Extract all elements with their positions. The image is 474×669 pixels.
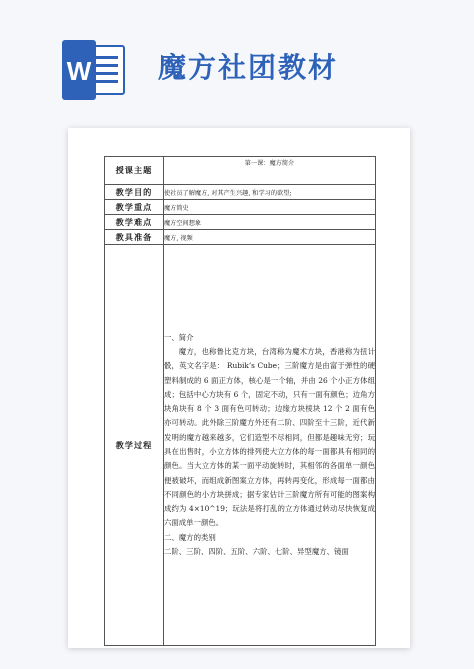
row-label: 教学难点	[105, 215, 164, 230]
table-row-process	[105, 245, 376, 646]
table-row-key-point	[105, 200, 376, 215]
word-icon-letter: W	[66, 56, 92, 86]
row-value: 魔方, 视频	[164, 230, 376, 245]
row-label: 授课主题	[105, 157, 164, 185]
word-document-icon	[62, 40, 126, 100]
row-value: 魔方简史	[164, 200, 376, 215]
row-label: 教具准备	[105, 230, 164, 245]
row-label: 教学重点	[105, 200, 164, 215]
row-value: 第一课：魔方简介	[164, 157, 376, 185]
table-row-difficulty	[105, 215, 376, 230]
process-content	[164, 245, 376, 646]
section-heading-intro: 一、简介	[164, 332, 194, 342]
table-row-purpose	[105, 185, 376, 200]
lesson-plan-table	[104, 156, 376, 646]
row-label: 教学目的	[105, 185, 164, 200]
page-title: 魔方社团教材	[158, 51, 339, 84]
table-row-topic	[105, 157, 376, 185]
table-row-materials	[105, 230, 376, 245]
row-value: 使社员了解魔方, 对其产生兴趣, 和学习的欲望;	[164, 185, 376, 200]
section-heading-types: 二、魔方的类别	[164, 532, 216, 542]
types-list: 二阶、三阶、四阶、五阶、六阶、七阶、异型魔方、镜面	[164, 547, 349, 557]
document-page	[68, 128, 410, 648]
row-value: 魔方空间想象	[164, 215, 376, 230]
header	[0, 0, 474, 120]
intro-paragraph: 魔方，也称鲁比克方块，台湾称为魔术方块，香港称为扭计骰，英文名字是： Rubik’s Cube；三阶魔方是由富于弹性的硬塑料制成的 6 面正方体，核心是一个轴，并由 26 个小正方体组成；包括中心方块有 6 个，固定不动，只有一面有颜色；边角方块角块有 8 个 3 面有色可转动；边缘方块棱块 12 个 2 面有色亦可转动。此外除三阶魔方外还有二阶、四阶至十三阶，近代新发明的魔方越来越多，它们造型不尽相同，但都是趣味无穷；玩具在出售时，小立方体的排列使大立方体的每一面都具有相同的颜色。当大立方体的某一面平动旋转时，其相邻的各面单一颜色便被破坏，而组成新图案立方体，再转再变化，形成每一面都由不同颜色的小方块拼成；据专家估计三阶魔方所有可能的图案构成约为 4×10^19；玩法是将打乱的立方体通过转动尽快恢复成六面成单一颜色。	[164, 346, 375, 528]
row-label: 教学过程	[105, 245, 164, 646]
